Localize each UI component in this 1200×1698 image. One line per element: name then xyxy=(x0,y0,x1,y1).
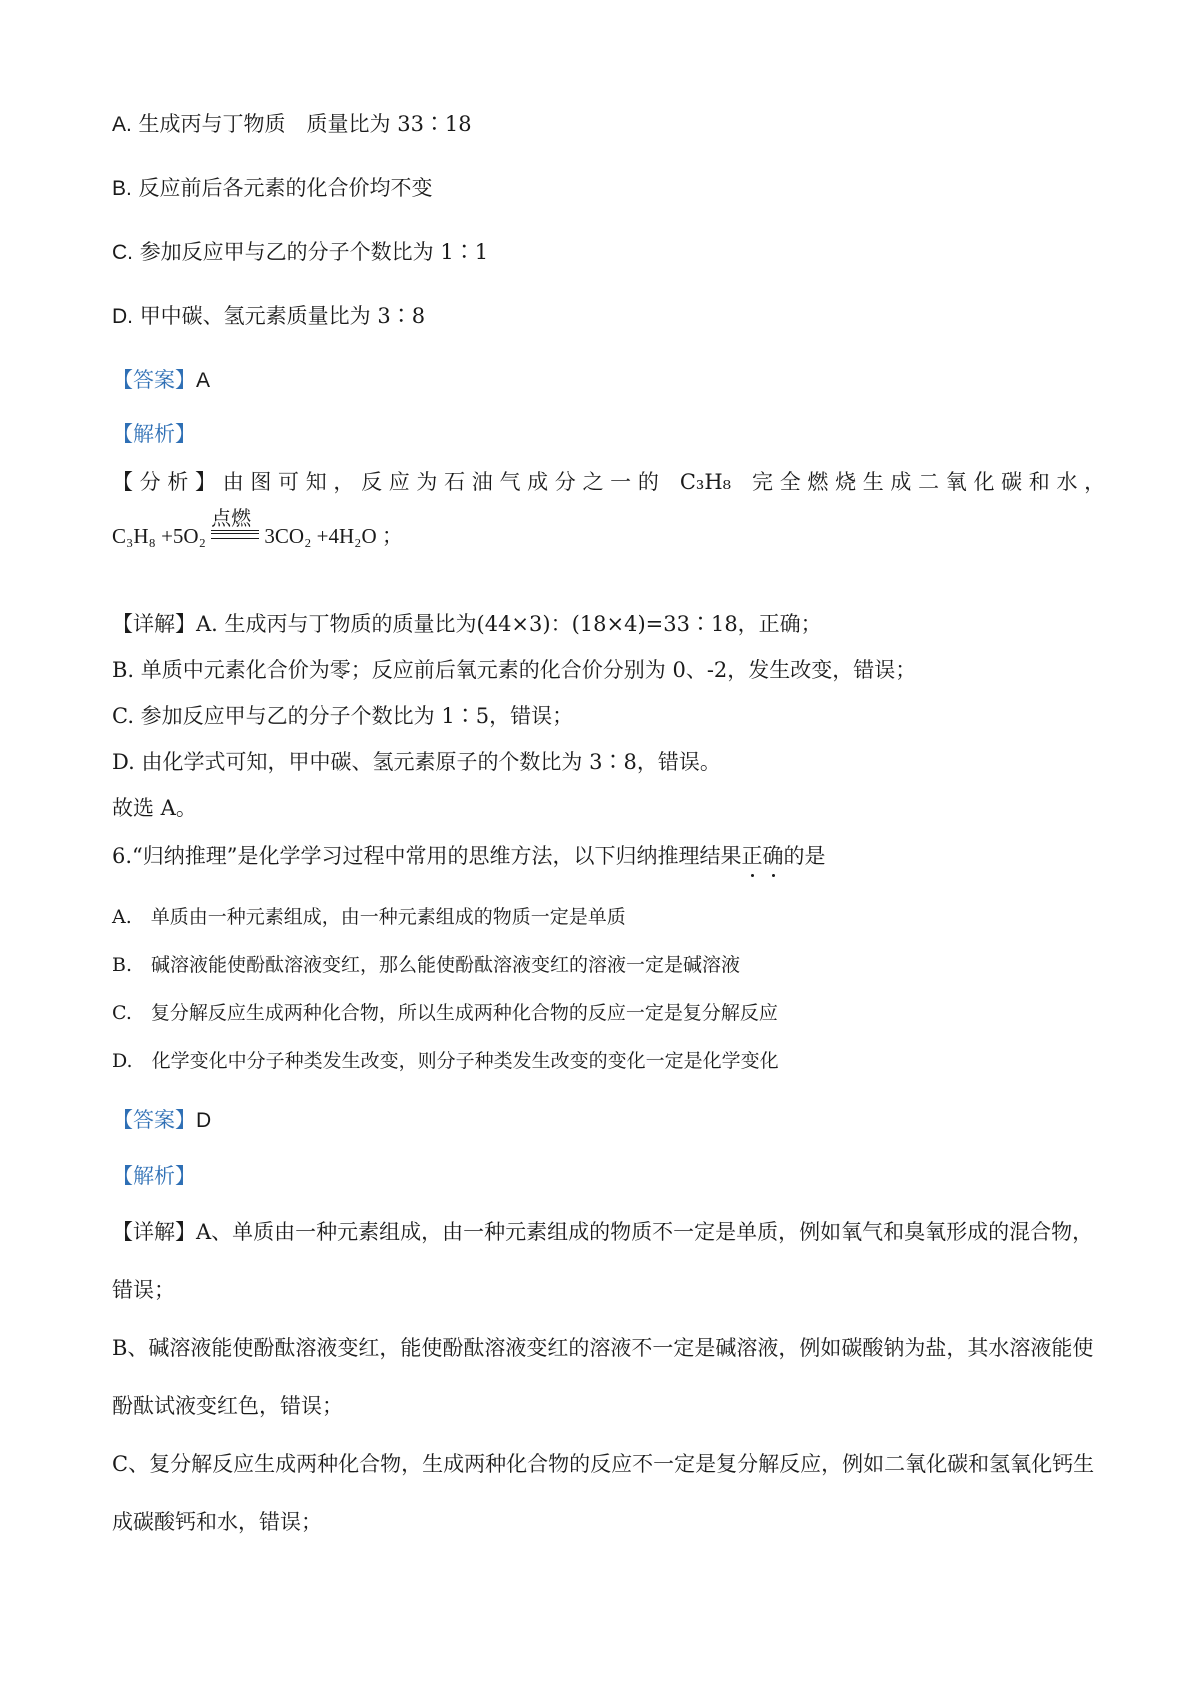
option-text: 反应前后各元素的化合价均不变 xyxy=(138,176,433,200)
q5-analysis-text: 【 分 析 】 由 图 可 知 ， 反 应 为 石 油 气 成 分 之 一 的 C₃H₈ 完 全 燃 烧 生 成 二 氧 化 碳 和 水 ， xyxy=(112,470,1106,494)
option-letter: A. xyxy=(112,906,132,928)
q5-detail-line: B. 单质中元素化合价为零；反应前后氧元素的化合价分别为 0、-2，发生改变，错误； xyxy=(112,658,917,682)
q5-option-a xyxy=(112,114,472,135)
option-letter: C. xyxy=(112,241,133,264)
emphasis-char: 正 xyxy=(741,844,763,868)
option-text: 甲中碳、氢元素质量比为 3∶8 xyxy=(139,304,426,328)
q6-option-b xyxy=(112,956,740,975)
option-letter: A. xyxy=(112,113,132,136)
q5-analysis-label: 【解析】 xyxy=(112,422,196,446)
q6-detail-line: C、复分解反应生成两种化合物，生成两种化合物的反应不一定是复分解反应，例如二氧化碳和氢氧化钙生 xyxy=(112,1452,1095,1476)
option-letter: B. xyxy=(112,177,132,200)
option-text: 参加反应甲与乙的分子个数比为 1∶1 xyxy=(139,240,489,264)
q5-detail-line: C. 参加反应甲与乙的分子个数比为 1∶5，错误； xyxy=(112,704,574,728)
q5-detail-line: 【详解】A. 生成丙与丁物质的质量比为(44×3)：(18×4)=33∶18，正确； xyxy=(112,612,822,636)
stem-text: 6.“归纳推理”是化学学习过程中常用的思维方法，以下归纳推理结果 xyxy=(112,844,742,868)
q5-answer xyxy=(112,370,210,391)
q5-option-b xyxy=(112,178,433,199)
emphasis-char: 确 xyxy=(762,844,784,868)
answer-value: A xyxy=(196,369,211,392)
q6-detail-line: 错误； xyxy=(112,1278,175,1302)
q6-detail-line: B、碱溶液能使酚酞溶液变红，能使酚酞溶液变红的溶液不一定是碱溶液，例如碳酸钠为盐，其水溶液能使 xyxy=(112,1336,1094,1360)
option-letter: D. xyxy=(112,305,133,328)
q6-answer xyxy=(112,1110,211,1131)
equals-sign xyxy=(211,530,259,539)
q6-option-a xyxy=(112,908,626,927)
answer-label: 【答案】 xyxy=(112,1108,196,1132)
q5-option-d xyxy=(112,306,425,327)
answer-label: 【答案】 xyxy=(112,368,196,392)
q6-option-c xyxy=(112,1004,778,1023)
option-text: 复分解反应生成两种化合物，所以生成两种化合物的反应一定是复分解反应 xyxy=(150,1002,778,1024)
chemical-equation xyxy=(112,506,403,550)
q5-option-c xyxy=(112,242,488,263)
option-letter: C. xyxy=(112,1002,132,1024)
equation-right: 3CO₂ +4H₂O ； xyxy=(264,524,403,548)
option-text: 化学变化中分子种类发生改变，则分子种类发生改变的变化一定是化学变化 xyxy=(151,1050,779,1072)
condition-text: 点燃 xyxy=(211,506,252,531)
reaction-condition xyxy=(211,506,259,550)
option-text: 生成丙与丁物质 质量比为 33∶18 xyxy=(138,112,472,136)
q5-detail-line: D. 由化学式可知，甲中碳、氢元素原子的个数比为 3∶8，错误。 xyxy=(112,750,721,774)
q5-detail-line: 故选 A。 xyxy=(112,796,197,820)
stem-text: 的是 xyxy=(783,844,826,868)
option-letter: B. xyxy=(112,954,133,976)
q6-detail-line: 【详解】A、单质由一种元素组成，由一种元素组成的物质不一定是单质，例如氧气和臭氧形成的混合物， xyxy=(112,1220,1094,1244)
option-letter: D. xyxy=(112,1050,133,1072)
option-text: 单质由一种元素组成，由一种元素组成的物质一定是单质 xyxy=(150,906,626,928)
q6-analysis-label: 【解析】 xyxy=(112,1164,196,1188)
equation-left: C₃H₈ +5O₂ xyxy=(112,524,206,548)
q6-detail-line: 成碳酸钙和水，错误； xyxy=(112,1510,322,1534)
q6-stem xyxy=(112,846,826,867)
q6-option-d xyxy=(112,1052,779,1071)
q6-detail-line: 酚酞试液变红色，错误； xyxy=(112,1394,343,1418)
answer-value: D xyxy=(196,1109,212,1132)
option-text: 碱溶液能使酚酞溶液变红，那么能使酚酞溶液变红的溶液一定是碱溶液 xyxy=(151,954,741,976)
